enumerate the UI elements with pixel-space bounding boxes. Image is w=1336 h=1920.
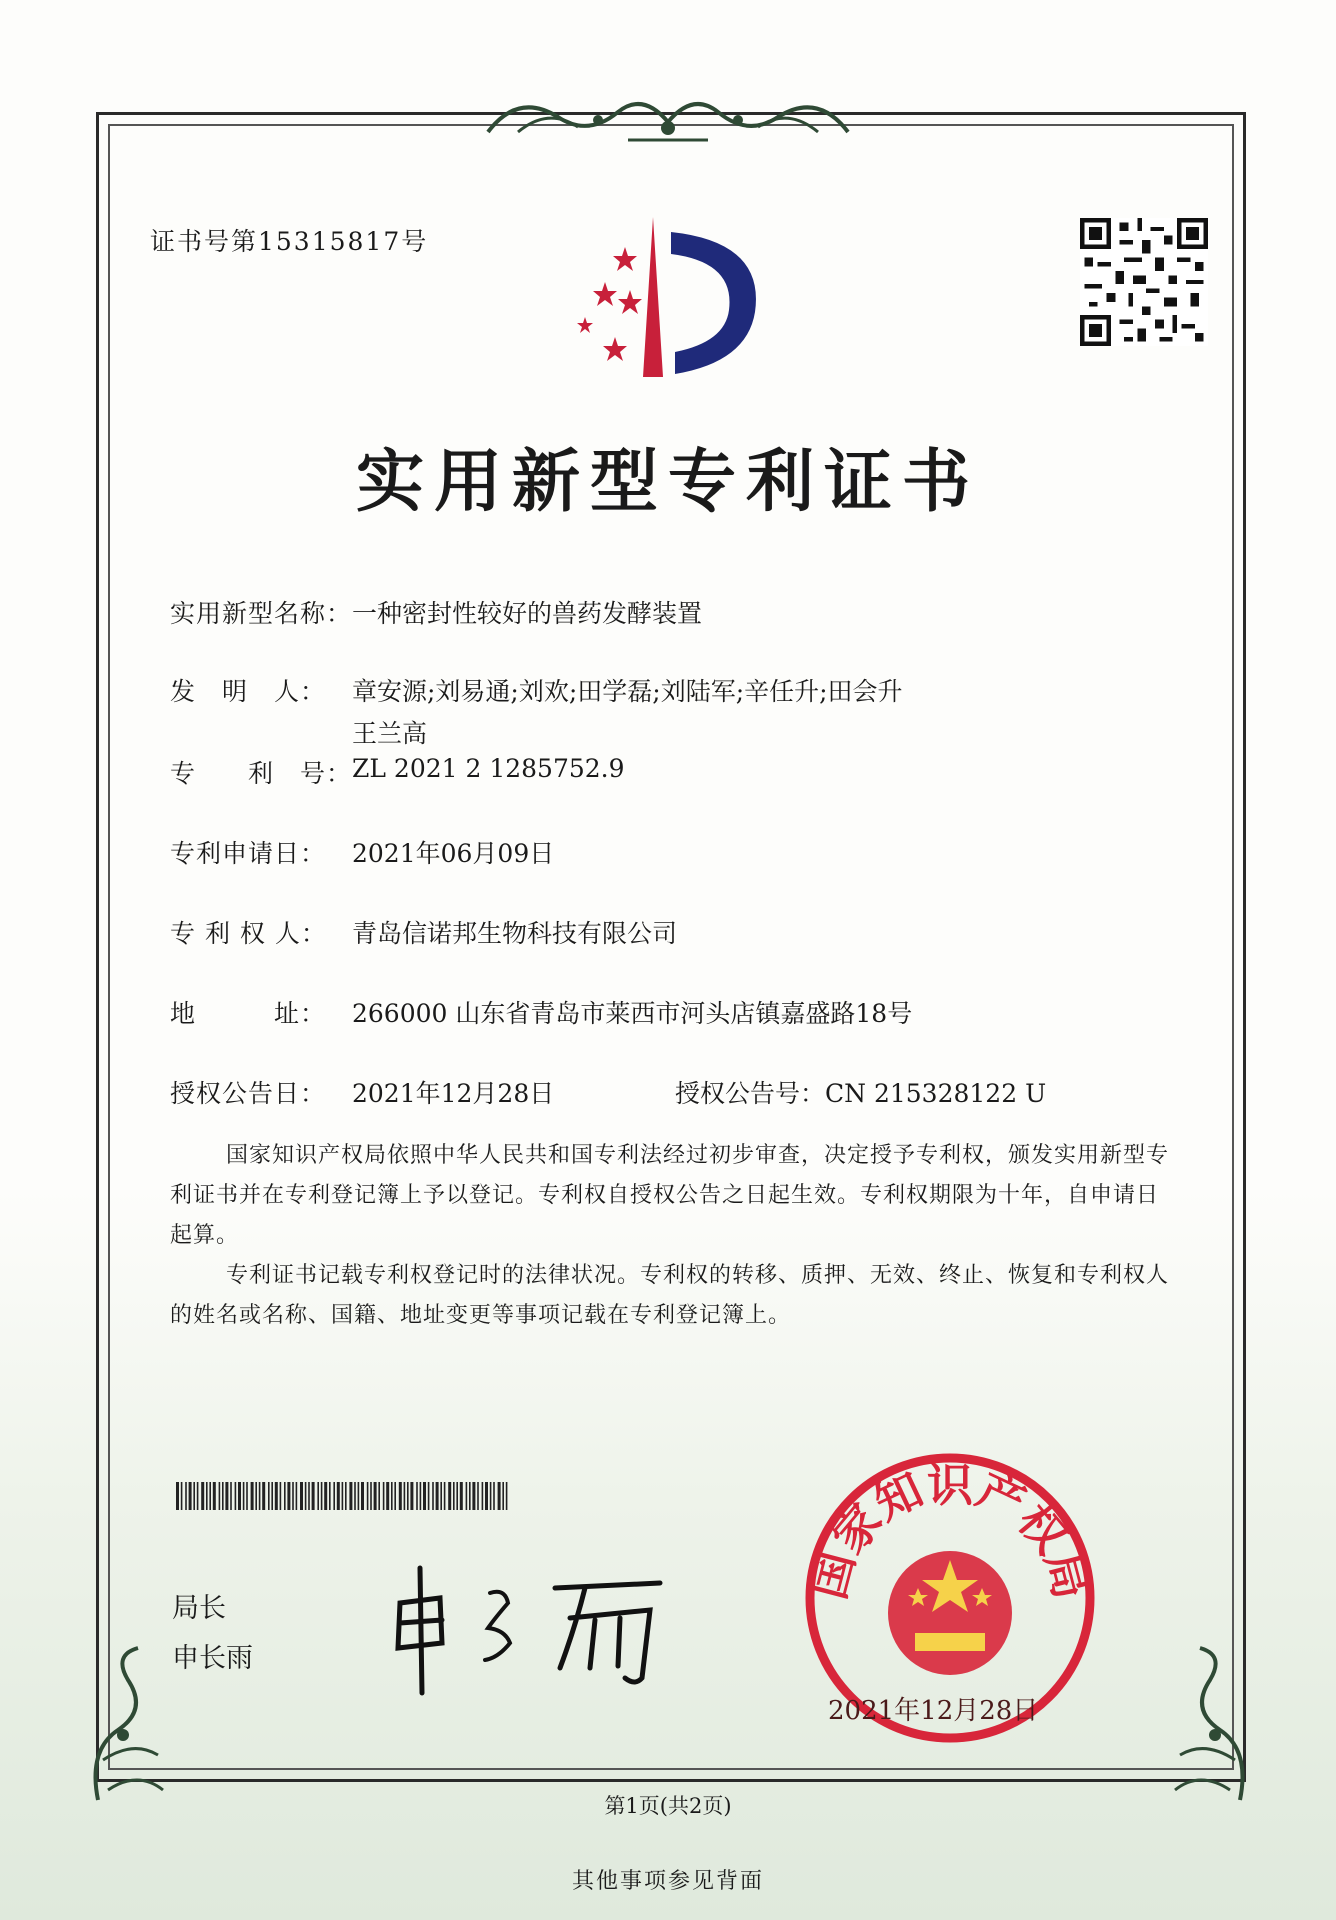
top-ornament-icon: [478, 82, 858, 152]
field-grant-publication-number: [675, 1074, 1046, 1110]
bottom-right-ornament-icon: [1150, 1640, 1260, 1810]
field-value: 章安源;刘易通;刘欢;田学磊;刘陆军;辛任升;田会升: [352, 677, 903, 706]
field-label: 专 利 权 人：: [170, 919, 327, 948]
footer-note: 其他事项参见背面: [571, 1869, 764, 1894]
field-address: [170, 994, 912, 1030]
field-value: 一种密封性较好的兽药发酵装置: [352, 599, 703, 628]
field-grant-date: [170, 1074, 554, 1110]
qr-code-icon: [1080, 218, 1208, 346]
field-patentee: [170, 914, 677, 950]
field-label: 专 利 号：: [170, 759, 353, 788]
field-label: 地 址：: [170, 999, 327, 1028]
field-label: 授权公告号：: [675, 1079, 826, 1108]
field-value: CN 215328122 U: [825, 1079, 1047, 1108]
body-paragraph-2: 专利证书记载专利权登记时的法律状况。专利权的转移、质押、无效、终止、恢复和专利权人的姓名或名称、国籍、地址变更等事项记载在专利登记簿上。: [170, 1263, 1170, 1328]
page-number: 第1页(共2页): [604, 1794, 732, 1818]
field-value-continued: 王兰高: [352, 719, 428, 748]
field-application-date: [170, 834, 554, 870]
certificate-number: 证书号第15315817号: [150, 227, 429, 256]
field-patent-number: [170, 754, 625, 790]
field-inventors: [170, 672, 903, 750]
seal-date: 2021年12月28日: [828, 1696, 1039, 1726]
field-label: 实用新型名称：: [170, 599, 353, 628]
field-label: 授权公告日：: [170, 1079, 327, 1108]
field-label: 专利申请日：: [170, 839, 327, 868]
field-value: 266000 山东省青岛市莱西市河头店镇嘉盛路18号: [352, 999, 913, 1028]
handwritten-signature-icon: [380, 1548, 680, 1698]
svg-text:国家知识产权局: 国家知识产权局: [800, 1457, 1100, 1605]
field-value: 2021年12月28日: [352, 1079, 555, 1108]
barcode-icon: [176, 1482, 512, 1510]
director-title: 局长: [172, 1593, 226, 1624]
body-paragraph-1: 国家知识产权局依照中华人民共和国专利法经过初步审查，决定授予专利权，颁发实用新型专利证书并在专利登记簿上予以登记。专利权自授权公告之日起生效。专利权期限为十年，自申请日起算。: [170, 1143, 1170, 1248]
field-value: ZL 2021 2 1285752.9: [352, 754, 625, 783]
field-utility-model-name: [170, 594, 702, 630]
director-name: 申长雨: [172, 1643, 253, 1674]
field-value: 2021年06月09日: [352, 839, 555, 868]
field-label: 发 明 人：: [170, 677, 327, 706]
certificate-title: 实用新型专利证书: [355, 442, 980, 522]
field-value: 青岛信诺邦生物科技有限公司: [352, 919, 678, 948]
cnipa-logo-icon: [575, 212, 785, 382]
